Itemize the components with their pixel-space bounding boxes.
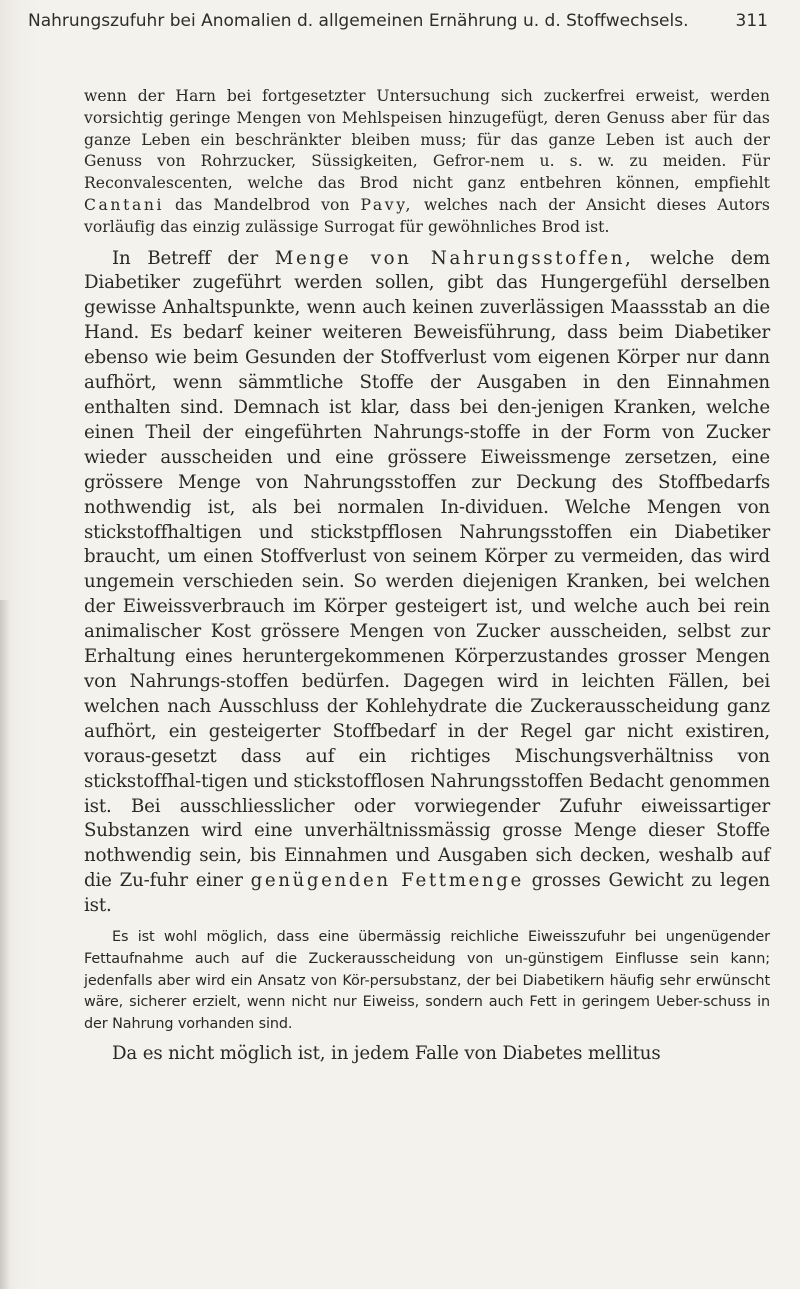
paragraph-start (84, 1042, 770, 1067)
spaced-emphasis: Menge von Nahrungsstoffen, (274, 247, 634, 269)
spaced-emphasis: genügenden Fettmenge (250, 870, 524, 892)
paragraph-text: welches nach der Ansicht dieses Autors vorläufig das einzig zulässige Surrogat für gewöhnliches Brod ist. (84, 195, 770, 236)
paragraph-text: das Mandelbrod von (164, 195, 361, 214)
paragraph-text: welche dem Diabetiker zugeführt werden sollen, gibt das Hungergefühl derselben gewisse Anhaltspunkte, wenn auch keinen zuverlässigen Maassstab an die Hand. Es bedarf keiner weiteren Beweisführung, dass beim Diabetiker ebenso wie beim Gesunden der Stoffverlust vom eigenen Körper nur dann aufhört, wenn sämmtliche Stoffe der Ausgaben in den Einnahmen enthalten sind. Demnach ist klar, dass bei den-jenigen Kranken, welche einen Theil der eingeführten Nahrungs-stoffe in der Form von Zucker wieder ausscheiden und eine grössere Eiweissmenge zersetzen, eine grössere Menge von Nahrungsstoffen zur Deckung des Stoffbedarfs nothwendig ist, als bei normalen In-dividuen. Welche Mengen von stickstoffhaltigen und stickstpfflosen Nahrungsstoffen ein Diabetiker braucht, um einen Stoffverlust von seinem Körper zu vermeiden, das wird ungemein verschieden sein. So werden diejenigen Kranken, bei welchen der Eiweissverbrauch im Körper gesteigert ist, und welche auch bei rein animalischer Kost grössere Mengen von Zucker ausscheiden, selbst zur Erhaltung eines heruntergekommenen Körperzustandes grosser Mengen von Nahrungs-stoffen bedürfen. Dagegen wird in leichten Fällen, bei welchen nach Ausschluss der Kohlehydrate die Zuckerausscheidung ganz aufhört, ein gesteigerter Stoffbedarf in der Regel gar nicht existiren, voraus-gesetzt dass auf ein richtiges Mischungsverhältniss von stickstoffhal-tigen und stickstofflosen Nahrungsstoffen Bedacht genommen ist. Bei ausschliesslicher oder vorwiegender Zufuhr eiweissartiger Substanzen wird eine unverhältnissmässig grosse Menge dieser Stoffe nothwendig sein, bis Einnahmen und Ausgaben sich decken, weshalb auf die Zu-fuhr einer (84, 247, 770, 892)
paragraph-nutrient-quantity (84, 247, 770, 919)
page-body (84, 86, 770, 1067)
running-header (28, 6, 768, 36)
paragraph-continuation (84, 86, 770, 239)
small-print-note (84, 927, 770, 1036)
paragraph-text: wenn der Harn bei fortgesetzter Untersuchung sich zuckerfrei erweist, werden vorsichtig geringe Mengen von Mehlspeisen hinzugefügt, deren Genuss aber für das ganze Leben ein beschränkter bleiben muss; für das ganze Leben ist auch der Genuss von Rohrzucker, Süssigkeiten, Gefror-nem u. s. w. zu meiden. Für Reconvalescenten, welche das Brod nicht ganz entbehren können, empfiehlt (84, 87, 770, 193)
note-text: Es ist wohl möglich, dass eine übermässig reichliche Eiweisszufuhr bei ungenügender Fettaufnahme auch auf die Zuckerausscheidung von un-günstigem Einflusse sein kann; jedenfalls aber wird ein Ansatz von Kör-persubstanz, der bei Diabetikern häufig sehr erwünscht wäre, sicherer erzielt, wenn nicht nur Eiweiss, sondern auch Fett in geringem Ueber-schuss in der Nahrung vorhanden sind. (84, 929, 770, 1033)
author-name-pavy: Pavy, (360, 195, 414, 214)
page-edge-shadow (0, 600, 10, 1289)
page-number: 311 (735, 11, 768, 31)
author-name-cantani: Cantani (84, 195, 165, 214)
running-title: Nahrungszufuhr bei Anomalien d. allgemeinen Ernährung u. d. Stoffwechsels. (28, 11, 689, 31)
paragraph-text: grosses Gewicht zu legen ist. (84, 870, 770, 917)
paragraph-text: In Betreff der (112, 247, 275, 269)
paragraph-text: Da es nicht möglich ist, in jedem Falle von Diabetes mellitus (112, 1043, 661, 1065)
